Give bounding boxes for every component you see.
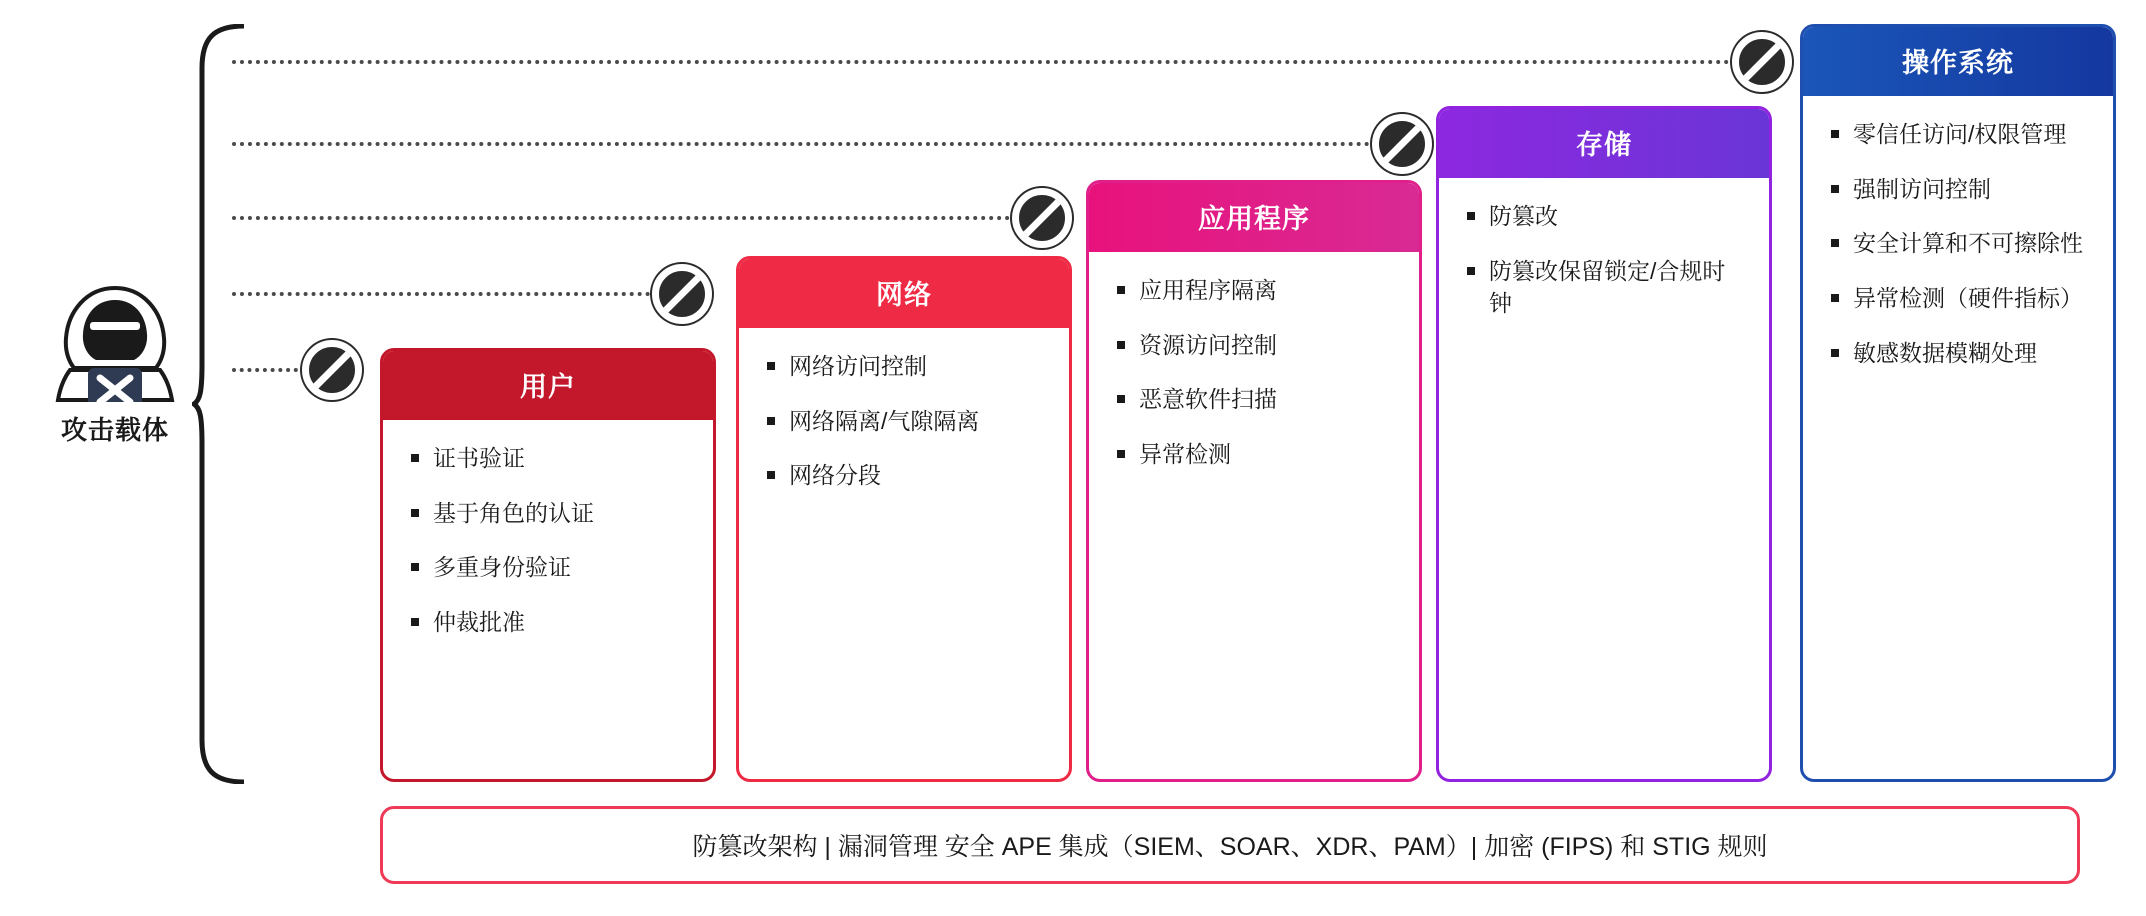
no-entry-icon-storage bbox=[1370, 112, 1434, 176]
attack-line-os bbox=[232, 60, 1762, 64]
attack-vector-group bbox=[30, 282, 200, 447]
list-item: 异常检测（硬件指标） bbox=[1829, 282, 2091, 315]
pillar-operating-system-items bbox=[1803, 96, 2113, 779]
pillar-user-title: 用户 bbox=[383, 351, 713, 420]
list-item: 仲裁批准 bbox=[409, 606, 691, 639]
list-item: 防篡改 bbox=[1465, 200, 1747, 233]
pillar-network-items bbox=[739, 328, 1069, 779]
pillar-operating-system-title: 操作系统 bbox=[1803, 27, 2113, 96]
list-item: 防篡改保留锁定/合规时钟 bbox=[1465, 255, 1747, 320]
attack-line-application bbox=[232, 216, 1042, 220]
list-item: 安全计算和不可擦除性 bbox=[1829, 227, 2091, 260]
list-item: 应用程序隔离 bbox=[1115, 274, 1397, 307]
pillar-network[interactable] bbox=[736, 256, 1072, 782]
list-item: 基于角色的认证 bbox=[409, 497, 691, 530]
attack-line-network bbox=[232, 292, 682, 296]
attack-vector-label: 攻击载体 bbox=[60, 415, 169, 445]
pillar-user[interactable] bbox=[380, 348, 716, 782]
bracket-decoration bbox=[192, 24, 252, 784]
no-entry-icon-application bbox=[1010, 186, 1074, 250]
pillar-user-items bbox=[383, 420, 713, 779]
pillar-application-title: 应用程序 bbox=[1089, 183, 1419, 252]
list-item: 异常检测 bbox=[1115, 438, 1397, 471]
pillar-network-title: 网络 bbox=[739, 259, 1069, 328]
list-item: 证书验证 bbox=[409, 442, 691, 475]
foundation-bar-text: 防篡改架构 | 漏洞管理 安全 APE 集成（SIEM、SOAR、XDR、PAM）| 加密 (FIPS) 和 STIG 规则 bbox=[692, 833, 1768, 861]
no-entry-icon-user bbox=[300, 338, 364, 402]
pillar-operating-system[interactable] bbox=[1800, 24, 2116, 782]
no-entry-icon-os bbox=[1730, 30, 1794, 94]
pillar-application-items bbox=[1089, 252, 1419, 779]
list-item: 强制访问控制 bbox=[1829, 173, 2091, 206]
list-item: 零信任访问/权限管理 bbox=[1829, 118, 2091, 151]
list-item: 多重身份验证 bbox=[409, 551, 691, 584]
list-item: 网络隔离/气隙隔离 bbox=[765, 405, 1047, 438]
list-item: 敏感数据模糊处理 bbox=[1829, 337, 2091, 370]
foundation-bar bbox=[380, 806, 2080, 884]
hooded-attacker-icon bbox=[40, 282, 190, 402]
pillar-storage[interactable] bbox=[1436, 106, 1772, 782]
pillar-application[interactable] bbox=[1086, 180, 1422, 782]
pillar-storage-items bbox=[1439, 178, 1769, 779]
attack-line-storage bbox=[232, 142, 1402, 146]
pillar-storage-title: 存储 bbox=[1439, 109, 1769, 178]
list-item: 网络分段 bbox=[765, 459, 1047, 492]
list-item: 资源访问控制 bbox=[1115, 329, 1397, 362]
list-item: 网络访问控制 bbox=[765, 350, 1047, 383]
no-entry-icon-network bbox=[650, 262, 714, 326]
list-item: 恶意软件扫描 bbox=[1115, 383, 1397, 416]
